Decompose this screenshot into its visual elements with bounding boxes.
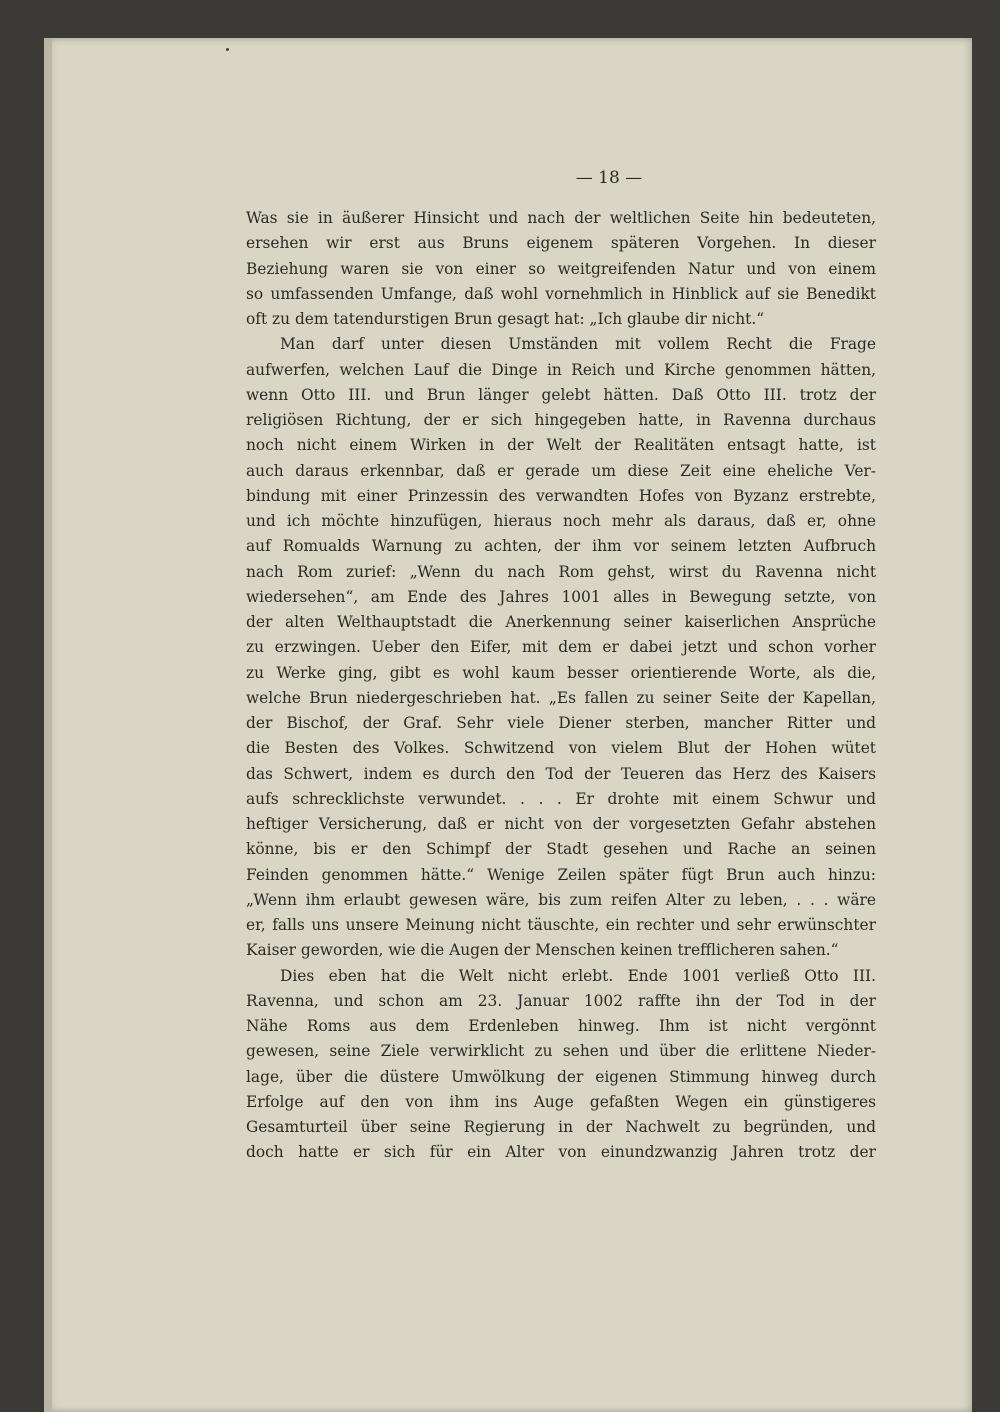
text-line: auf Romualds Warnung zu achten, der ihm vor seinem letzten Aufbruch: [246, 537, 876, 556]
page-number: — 18 —: [575, 168, 643, 188]
text-line: so umfassenden Umfange, daß wohl vornehmlich in Hinblick auf sie Benedikt: [246, 284, 876, 303]
text-line: doch hatte er sich für ein Alter von einundzwanzig Jahren trotz der: [246, 1143, 876, 1162]
text-line: bindung mit einer Prinzessin des verwandten Hofes von Byzanz erstrebte,: [246, 486, 876, 505]
body-text: [246, 206, 876, 1166]
text-line: gewesen, seine Ziele verwirklicht zu sehen und über die erlittene Nieder-: [246, 1042, 876, 1061]
text-line: noch nicht einem Wirken in der Welt der Realitäten entsagt hatte, ist: [246, 436, 876, 455]
text-line: der alten Welthauptstadt die Anerkennung seiner kaiserlichen Ansprüche: [246, 613, 876, 631]
text-line: welche Brun niedergeschrieben hat. „Es fallen zu seiner Seite der Kapellan,: [246, 688, 876, 707]
book-page: [44, 38, 972, 1412]
text-line: aufs schrecklichste verwundet. . . . Er drohte mit einem Schwur und: [246, 789, 876, 808]
text-line: das Schwert, indem es durch den Tod der Teueren das Herz des Kaisers: [246, 764, 876, 783]
text-line: nach Rom zurief: „Wenn du nach Rom gehst, wirst du Ravenna nicht: [246, 562, 876, 581]
text-line: oft zu dem tatendurstigen Brun gesagt hat: „Ich glaube dir nicht.“: [246, 310, 765, 328]
text-line: und ich möchte hinzufügen, hieraus noch mehr als daraus, daß er, ohne: [246, 512, 876, 530]
text-line: Man darf unter diesen Umständen mit vollem Recht die Frage: [280, 335, 876, 354]
text-line: Ravenna, und schon am 23. Januar 1002 raffte ihn der Tod in der: [246, 991, 876, 1010]
text-line: lage, über die düstere Umwölkung der eigenen Stimmung hinweg durch: [246, 1067, 876, 1086]
text-line: wenn Otto III. und Brun länger gelebt hätten. Daß Otto III. trotz der: [246, 385, 876, 404]
text-line: Nähe Roms aus dem Erdenleben hinweg. Ihm ist nicht vergönnt: [246, 1017, 876, 1035]
text-line: Dies eben hat die Welt nicht erlebt. Ende 1001 verließ Otto III.: [280, 966, 876, 985]
text-line: Erfolge auf den von ihm ins Auge gefaßten Wegen ein günstigeres: [246, 1092, 876, 1111]
text-line: er, falls uns unsere Meinung nicht täuschte, ein rechter und sehr erwünschter: [246, 916, 876, 934]
text-line: Feinden genommen hätte.“ Wenige Zeilen später fügt Brun auch hinzu:: [246, 865, 876, 884]
text-line: die Besten des Volkes. Schwitzend von vielem Blut der Hohen wütet: [246, 739, 876, 758]
page-edge: [44, 38, 52, 1412]
text-line: Kaiser geworden, wie die Augen der Menschen keinen trefflicheren sahen.“: [246, 941, 839, 960]
text-line: zu erzwingen. Ueber den Eifer, mit dem er dabei jetzt und schon vorher: [246, 638, 876, 657]
speck: [226, 48, 229, 51]
text-line: zu Werke ging, gibt es wohl kaum besser orientierende Worte, als die,: [246, 663, 876, 682]
text-line: wiedersehen“, am Ende des Jahres 1001 alles in Bewegung setzte, von: [246, 587, 876, 606]
text-line: könne, bis er den Schimpf der Stadt gesehen und Rache an seinen: [246, 840, 876, 859]
text-line: religiösen Richtung, der er sich hingegeben hatte, in Ravenna durchaus: [246, 411, 876, 429]
text-line: ersehen wir erst aus Bruns eigenem späteren Vorgehen. In dieser: [246, 234, 876, 253]
text-line: auch daraus erkennbar, daß er gerade um diese Zeit eine eheliche Ver-: [246, 461, 876, 480]
text-line: Was sie in äußerer Hinsicht und nach der weltlichen Seite hin bedeuteten,: [246, 209, 876, 227]
text-line: Beziehung waren sie von einer so weitgreifenden Natur und von einem: [246, 259, 876, 278]
text-line: „Wenn ihm erlaubt gewesen wäre, bis zum reifen Alter zu leben, . . . wäre: [246, 890, 876, 909]
text-line: Gesamturteil über seine Regierung in der Nachwelt zu begründen, und: [246, 1118, 876, 1136]
text-line: aufwerfen, welchen Lauf die Dinge in Reich und Kirche genommen hätten,: [246, 360, 876, 379]
text-line: der Bischof, der Graf. Sehr viele Diener sterben, mancher Ritter und: [246, 714, 876, 732]
text-line: heftiger Versicherung, daß er nicht von der vorgesetzten Gefahr abstehen: [246, 815, 876, 833]
